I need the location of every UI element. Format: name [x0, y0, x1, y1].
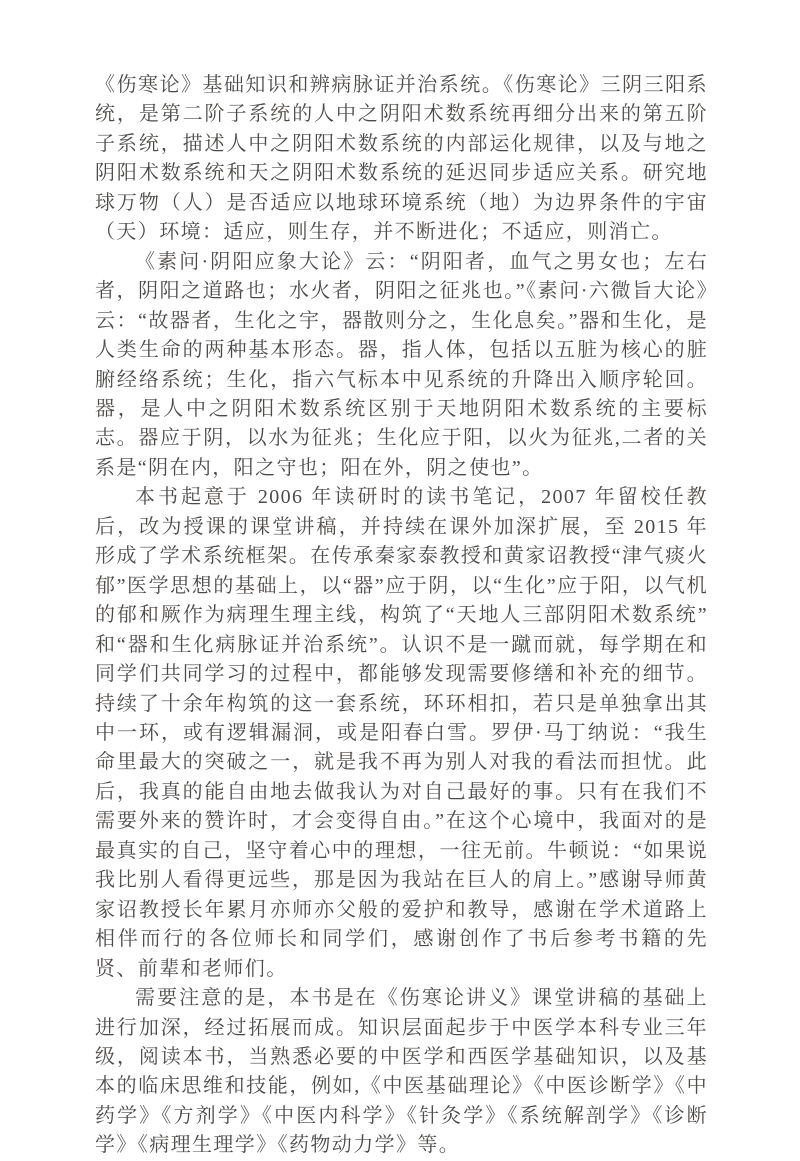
paragraph-reader-notes: 需要注意的是，本书是在《伤寒论讲义》课堂讲稿的基础上进行加深，经过拓展而成。知识层面起步于中医学本科专业三年级，阅读本书，当熟悉必要的中医学和西医学基础知识，以及基本的临床思维和技能，例如,《中医基础理论》《中医诊断学》《中药学》《方剂学》《中医内科学》《针灸学》《系统解剖学》《诊断学》《病理生理学》《药物动力学》等。	[95, 987, 708, 1157]
paragraph-suwen-quotes: 《素问·阴阳应象大论》云：“阴阳者，血气之男女也；左右者，阴阳之道路也；水火者，阴阳之征兆也。”《素问·六微旨大论》云：“故器者，生化之宇，器散则分之，生化息矣。”器和生化，是人类生命的两种基本形态。器，指人体，包括以五脏为核心的脏腑经络系统；生化，指六气标本中见系统的升降出入顺序轮回。器，是人中之阴阳术数系统区别于天地阴阳术数系统的主要标志。器应于阴，以水为征兆；生化应于阳，以火为征兆,二者的关系是“阴在内，阳之守也；阳在外，阴之使也”。	[95, 250, 708, 479]
page-text-block	[95, 71, 708, 1161]
paragraph-continuation: 《伤寒论》基础知识和辨病脉证并治系统。《伤寒论》三阴三阳系统，是第二阶子系统的人中之阴阳术数系统再细分出来的第五阶子系统，描述人中之阴阳术数系统的内部运化规律，以及与地之阴阳术数系统和天之阴阳术数系统的延迟同步适应关系。研究地球万物（人）是否适应以地球环境系统（地）为边界条件的宇宙（天）环境：适应，则生存，并不断进化；不适应，则消亡。	[95, 74, 708, 244]
paragraph-book-origin: 本书起意于 2006 年读研时的读书笔记，2007 年留校任教后，改为授课的课堂讲稿，并持续在课外加深扩展，至 2015 年形成了学术系统框架。在传承秦家泰教授和黄家诏教授“津气痰火郁”医学思想的基础上，以“器”应于阴，以“生化”应于阳，以气机的郁和厥作为病理生理主线，构筑了“天地人三部阴阳术数系统”和“器和生化病脉证并治系统”。认识不是一蹴而就，每学期在和同学们共同学习的过程中，都能够发现需要修缮和补充的细节。持续了十余年构筑的这一套系统，环环相扣，若只是单独拿出其中一环，或有逻辑漏洞，或是阳春白雪。罗伊·马丁纳说：“我生命里最大的突破之一，就是我不再为别人对我的看法而担忧。此后，我真的能自由地去做我认为对自己最好的事。只有在我们不需要外来的赞许时，才会变得自由。”在这个心境中，我面对的是最真实的自己，坚守着心中的理想，一往无前。牛顿说：“如果说我比别人看得更远些，那是因为我站在巨人的肩上。”感谢导师黄家诏教授长年累月亦师亦父般的爱护和教导，感谢在学术道路上相伴而行的各位师长和同学们，感谢创作了书后参考书籍的先贤、前辈和老师们。	[95, 486, 708, 980]
